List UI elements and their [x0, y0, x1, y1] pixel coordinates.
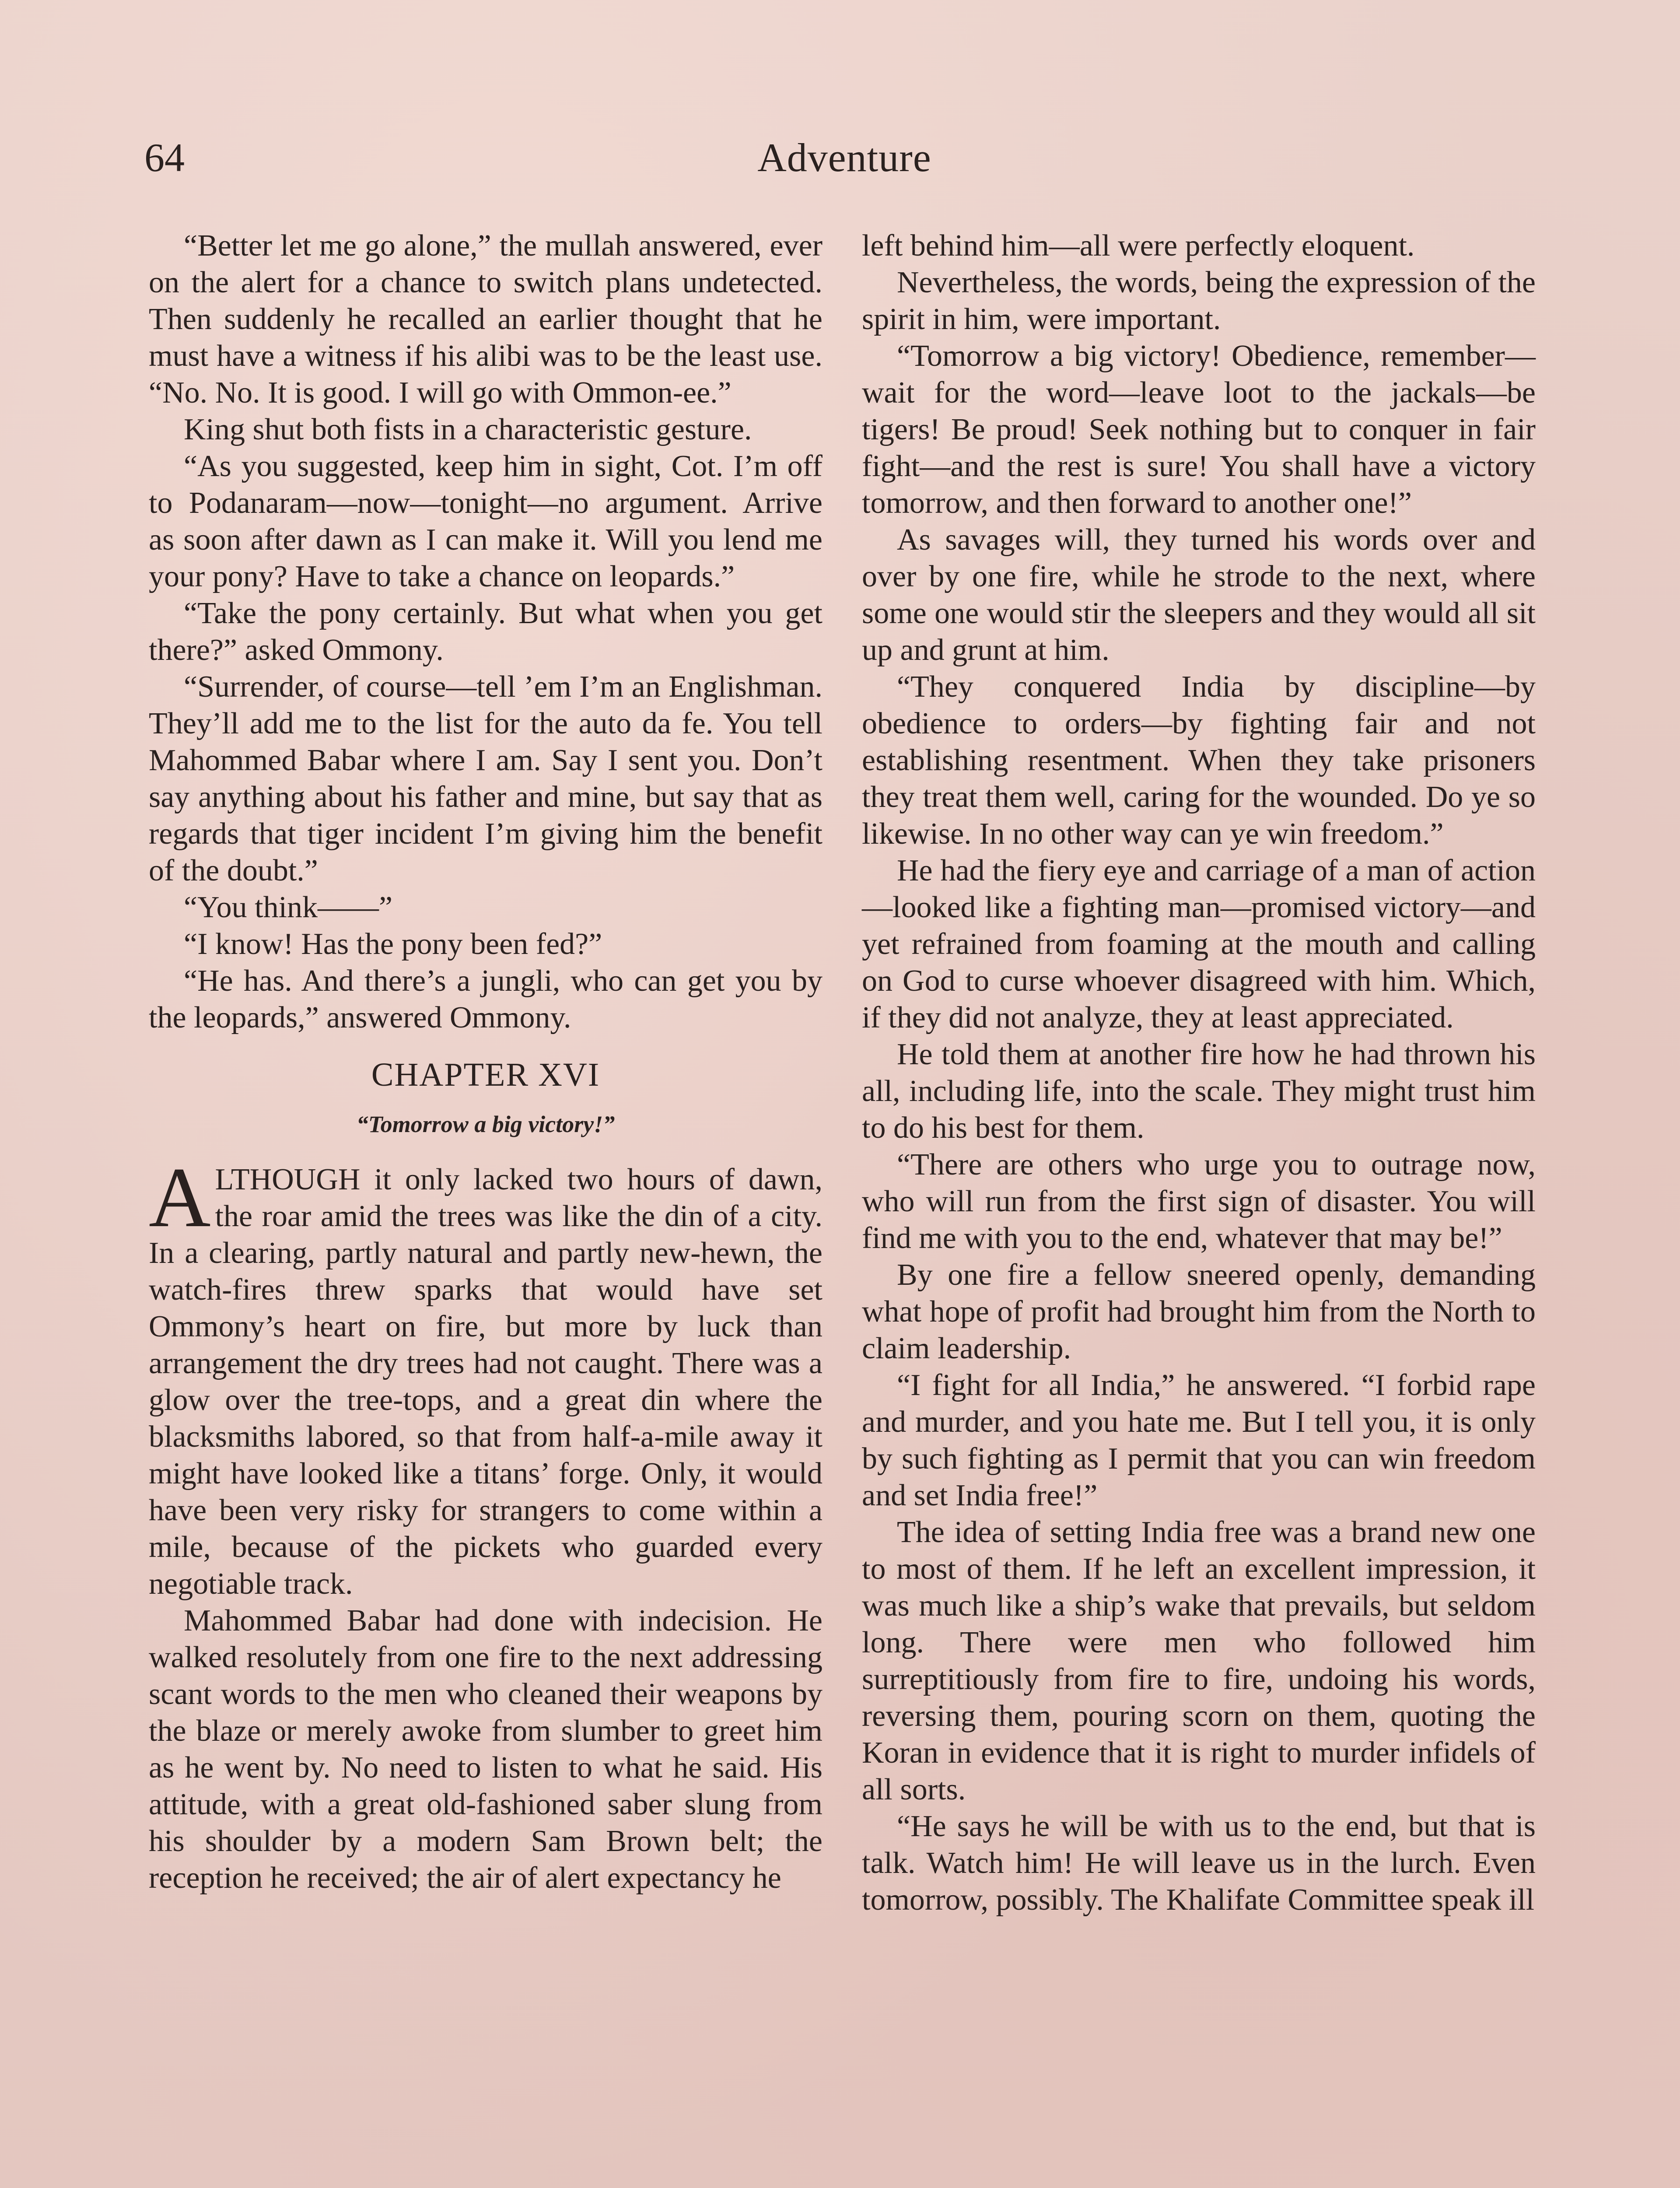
paragraph: “He has. And there’s a jungli, who can get you by the leopards,” answered Ommony. — [149, 964, 822, 1034]
paragraph: “As you suggested, keep him in sight, Cot. I’m off to Podanaram—now—tonight—no argument. Arrive as soon after dawn as I can make it. Will you lend me your pony? Have to take a chance on leopards.” — [149, 449, 822, 593]
paragraph: Mahommed Babar had done with indecision. He walked resolutely from one fire to the next addressing scant words to the men who cleaned their weapons by the blaze or merely awoke from slumber to greet him as he went by. No need to listen to what he said. His attitude, with a great old-fashioned saber slung from his shoulder by a modern Sam Brown belt; the reception he received; the air of alert expectancy he — [149, 1604, 822, 1895]
paragraph: “Better let me go alone,” the mullah answered, ever on the alert for a chance to switch plans undetected. Then suddenly he recalled an earlier thought that he must have a witness if his alibi was to be the least use. “No. No. It is good. I will go with Ommon-ee.” — [149, 229, 822, 410]
paragraph: “Surrender, of course—tell ’em I’m an Englishman. They’ll add me to the list for the auto da fe. You tell Mahommed Babar where I am. Say I sent you. Don’t say anything about his father and mine, but say that as regards that tiger incident I’m giving him the benefit of the doubt.” — [149, 670, 822, 887]
paragraph: “I know! Has the pony been fed?” — [184, 927, 602, 961]
paragraph: The idea of setting India free was a brand new one to most of them. If he left an excellent impression, it was much like a ship’s wake that prevails, but seldom long. There were men who followed him surreptitiously from fire to fire, undoing his words, reversing them, pouring scorn on them, quoting the Koran in evidence that it is right to murder infidels of all sorts. — [862, 1515, 1536, 1806]
page-header — [144, 131, 1544, 193]
drop-cap: A — [149, 1150, 211, 1245]
paragraph: Nevertheless, the words, being the expression of the spirit in him, were important. — [862, 266, 1536, 336]
paragraph: “I fight for all India,” he answered. “I forbid rape and murder, and you hate me. But I tell you, it is only by such fighting as I permit that you can win freedom and set India free!” — [862, 1368, 1536, 1512]
chapter-subtitle: “Tomorrow a big victory!” — [356, 1111, 615, 1137]
paragraph: By one fire a fellow sneered openly, demanding what hope of profit had brought him from the North to claim leadership. — [862, 1258, 1536, 1365]
paragraph: King shut both fists in a characteristic gesture. — [184, 413, 752, 446]
chapter-heading: CHAPTER XVI — [371, 1056, 600, 1093]
paragraph: As savages will, they turned his words over and over by one fire, while he strode to the next, where some one would stir the sleepers and they would all sit up and grunt at him. — [862, 523, 1536, 667]
paragraph: “They conquered India by discipline—by obedience to orders—by fighting fair and not establishing resentment. When they take prisoners they treat them well, caring for the wounded. Do ye so likewise. In no other way can ye win freedom.” — [862, 670, 1536, 851]
page-number: 64 — [144, 135, 185, 180]
paragraph: He had the fiery eye and carriage of a man of action—looked like a fighting man—promised victory—and yet refrained from foaming at the mouth and calling on God to curse whoever disagreed with him. Which, if they did not analyze, they at least appreciated. — [862, 854, 1536, 1034]
paragraph: “Tomorrow a big victory! Obedience, remember—wait for the word—leave loot to the jackals—be tigers! Be proud! Seek nothing but to conquer in fair fight—and the rest is sure! You shall have a victory tomorrow, and then forward to another one!” — [862, 339, 1536, 520]
continued-paragraph: left behind him—all were perfectly eloquent. — [862, 229, 1415, 263]
left-column — [149, 228, 822, 1897]
paragraph: “He says he will be with us to the end, but that is talk. Watch him! He will leave us in the lurch. Even tomorrow, possibly. The Khalifate Committee speak ill — [862, 1809, 1536, 1917]
paragraph: “Take the pony certainly. But what when you get there?” asked Ommony. — [149, 596, 822, 667]
paragraph: “You think——” — [184, 891, 393, 924]
paragraph: He told them at another fire how he had thrown his all, including life, into the scale. They might trust him to do his best for them. — [862, 1038, 1536, 1145]
opening-paragraph — [149, 1150, 822, 1602]
opening-paragraph-text: LTHOUGH it only lacked two hours of dawn, the roar amid the trees was like the din of a city. In a clearing, partly natural and partly new-hewn, the watch-fires threw sparks that would have set Ommony’s heart on fire, but more by luck than arrangement the dry trees had not caught. There was a glow over the tree-tops, and a great din where the blacksmiths labored, so that from half-a-mile away it might have looked like a titans’ forge. Only, it would have been very risky for strangers to come within a mile, because of the pickets who guarded every negotiable track. — [149, 1163, 822, 1601]
paragraph: “There are others who urge you to outrage now, who will run from the first sign of disaster. You will find me with you to the end, whatever that may be!” — [862, 1148, 1536, 1255]
right-column — [862, 228, 1536, 1918]
running-title: Adventure — [757, 135, 931, 180]
